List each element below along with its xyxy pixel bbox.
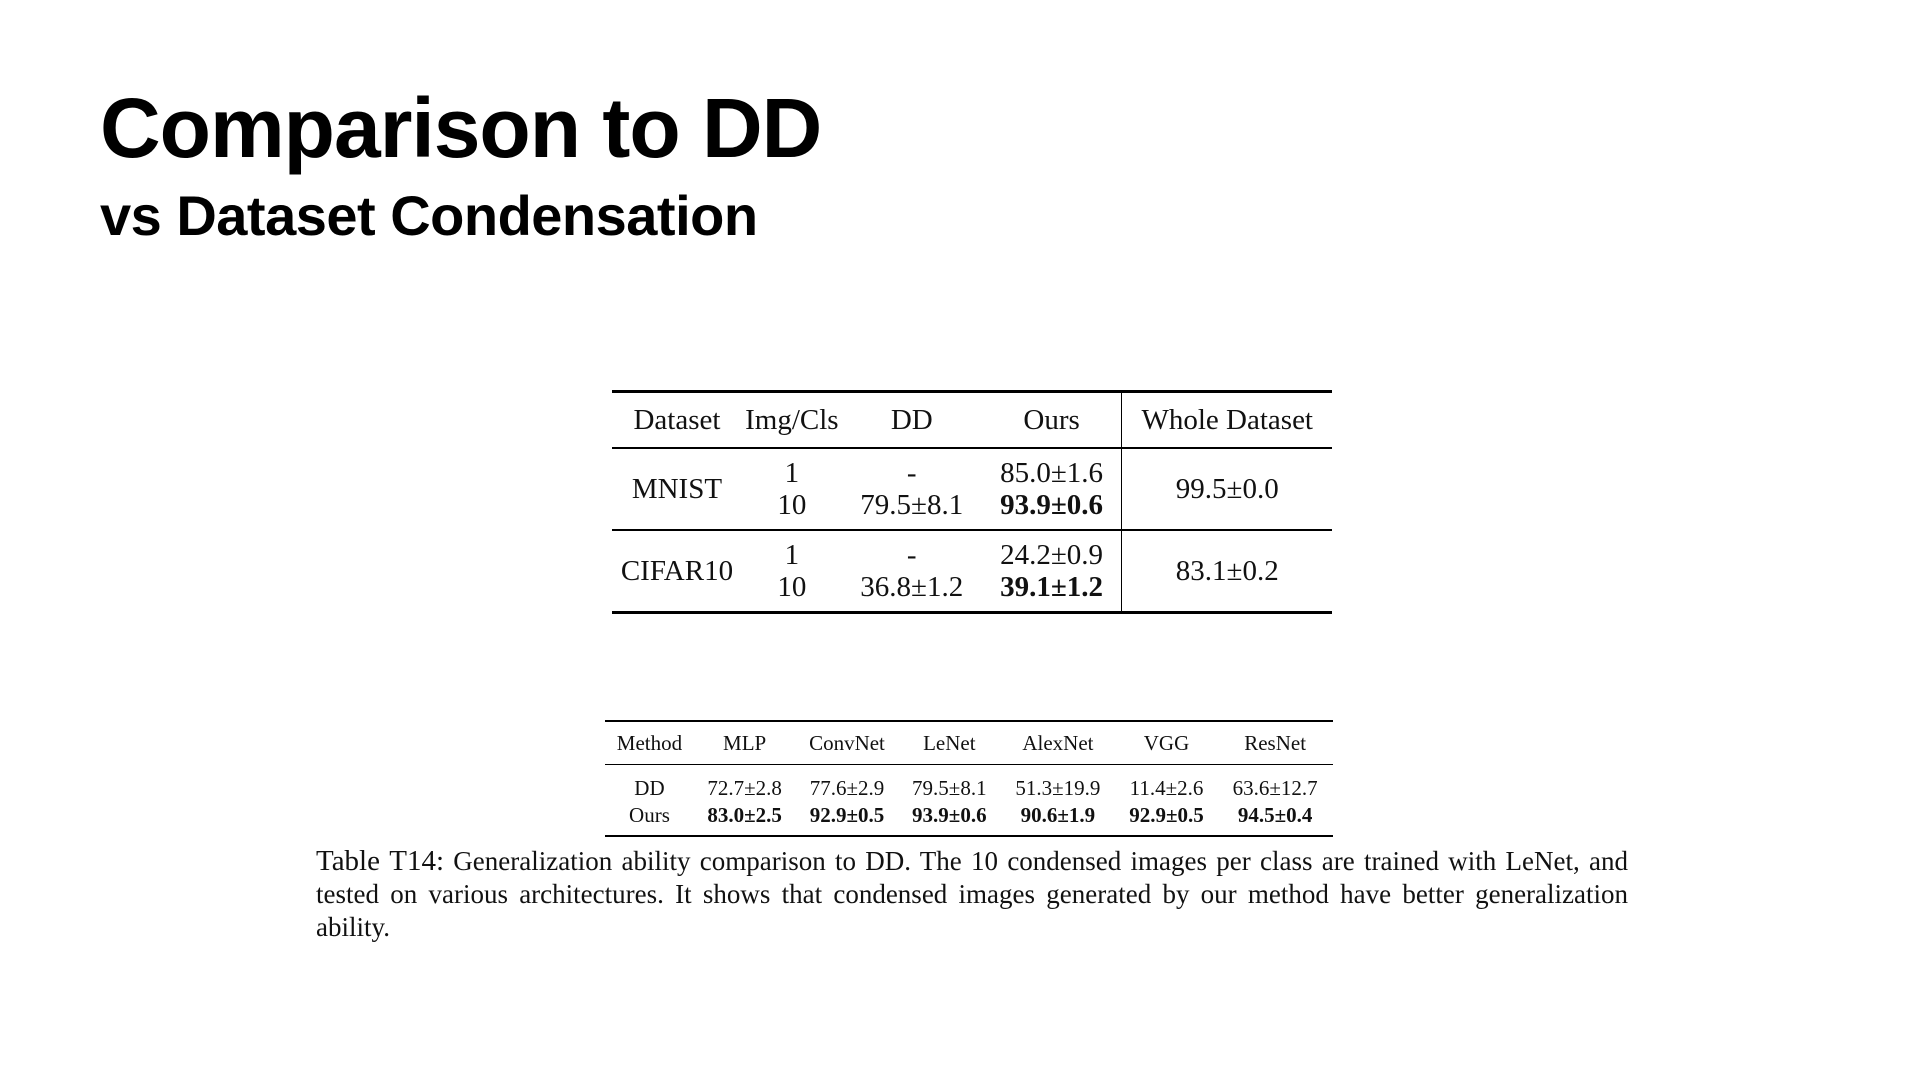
dd-comparison-table — [612, 390, 1332, 614]
col-header-dd: DD — [890, 403, 933, 436]
cell-dataset: MNIST — [631, 472, 723, 505]
cell-img-cls — [742, 530, 842, 613]
cell-dd — [842, 448, 982, 530]
cell-value: 79.5±8.1 — [912, 776, 987, 800]
col-header-dataset: Dataset — [633, 403, 721, 436]
cell-value-best: 90.6±1.9 — [1020, 803, 1096, 827]
cell-value-best: 93.9±0.6 — [912, 803, 987, 827]
cell-value: 11.4±2.6 — [1129, 776, 1204, 800]
slide-title: Comparison to DD — [100, 81, 822, 175]
cell-ours — [982, 448, 1122, 530]
cell-ours — [982, 530, 1122, 613]
table-row-mnist — [612, 448, 1332, 530]
cell-value: 10 — [777, 571, 807, 603]
cell-value-best: 94.5±0.4 — [1237, 803, 1313, 827]
col-header-mlp: MLP — [723, 730, 767, 755]
cell-whole: 83.1±0.2 — [1175, 554, 1279, 587]
cell-value: 36.8±1.2 — [860, 571, 964, 603]
cell-value: 72.7±2.8 — [707, 776, 782, 800]
cell-value: 24.2±0.9 — [1000, 539, 1104, 571]
cell-method: DD — [634, 776, 665, 800]
col-header-whole-dataset: Whole Dataset — [1141, 403, 1313, 436]
col-header-resnet: ResNet — [1244, 730, 1307, 755]
col-header-img-cls: Img/Cls — [745, 403, 839, 436]
col-header-lenet: LeNet — [923, 730, 976, 755]
cell-value-best: 92.9±0.5 — [1129, 803, 1204, 827]
col-header-convnet: ConvNet — [809, 730, 885, 755]
cell-value-best: 92.9±0.5 — [809, 803, 885, 827]
col-header-alexnet: AlexNet — [1022, 730, 1094, 755]
cell-value: 79.5±8.1 — [860, 489, 964, 521]
architecture-generalization-table — [605, 720, 1333, 837]
cell-img-cls — [742, 448, 842, 530]
cell-value: 51.3±19.9 — [1015, 776, 1101, 800]
caption-label: Table T14: — [316, 845, 445, 877]
table-header-row — [605, 721, 1333, 765]
cell-value: 85.0±1.6 — [1000, 457, 1104, 489]
cell-value: - — [906, 539, 917, 571]
cell-value: 63.6±12.7 — [1232, 776, 1318, 800]
slide-subtitle: vs Dataset Condensation — [100, 184, 758, 247]
table-row-ours — [605, 802, 1333, 836]
cell-value: 77.6±2.9 — [809, 776, 885, 800]
cell-value-best: 39.1±1.2 — [1000, 571, 1104, 603]
col-header-method: Method — [616, 730, 683, 755]
table-caption — [316, 845, 1628, 944]
table-row-cifar10 — [612, 530, 1332, 613]
table-row-dd — [605, 765, 1333, 803]
cell-value: 1 — [784, 457, 800, 489]
cell-value: 10 — [777, 489, 807, 521]
col-header-ours: Ours — [982, 392, 1122, 449]
caption-text: Generalization ability comparison to DD. The 10 condensed images per class are trained with LeNet, and tested on various architectures. It shows that condensed images generated by our method have better generalization ability. — [316, 846, 1629, 942]
cell-dataset: CIFAR10 — [620, 554, 734, 587]
cell-value-best: 93.9±0.6 — [1000, 489, 1104, 521]
cell-whole: 99.5±0.0 — [1175, 472, 1279, 505]
cell-method: Ours — [629, 803, 670, 827]
col-header-vgg: VGG — [1143, 730, 1190, 755]
cell-value: 1 — [784, 539, 800, 571]
table-header-row — [612, 392, 1332, 449]
cell-value-best: 83.0±2.5 — [707, 803, 782, 827]
cell-dd — [842, 530, 982, 613]
cell-value: - — [906, 457, 917, 489]
